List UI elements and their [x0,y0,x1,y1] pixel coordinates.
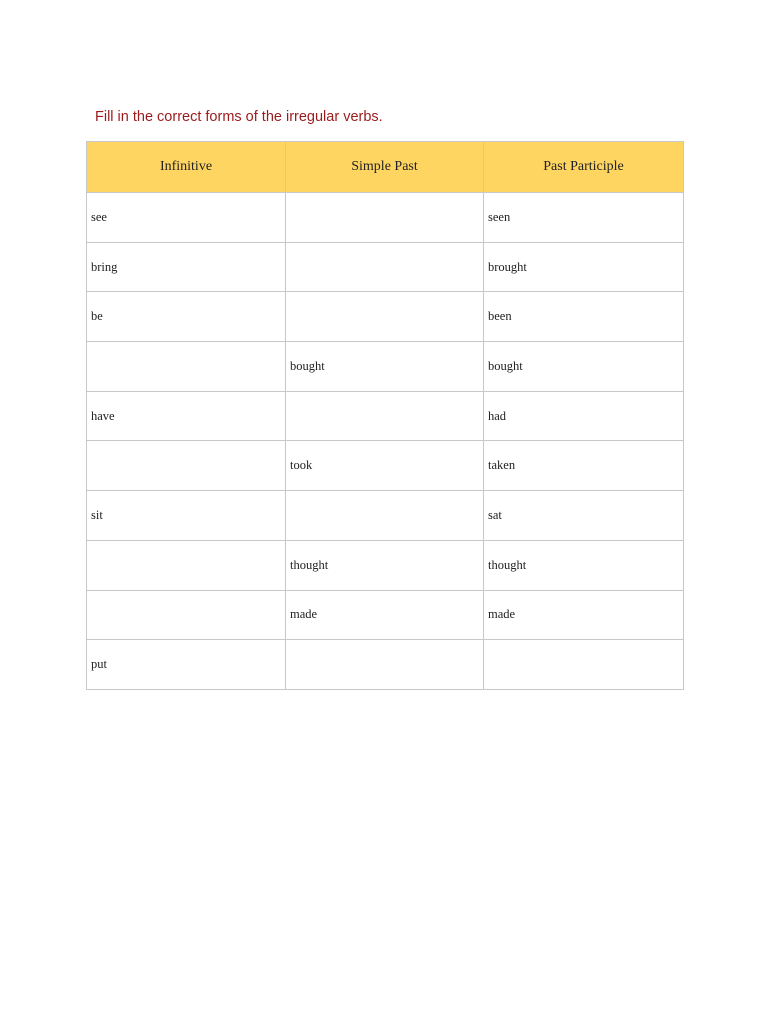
infinitive-cell[interactable]: sit [87,491,286,541]
infinitive-cell[interactable] [87,540,286,590]
table-row [87,441,684,491]
past-participle-cell[interactable]: thought [484,540,684,590]
past-participle-cell[interactable]: made [484,590,684,640]
infinitive-cell[interactable] [87,441,286,491]
table-row [87,391,684,441]
past-participle-cell[interactable]: brought [484,242,684,292]
simple-past-cell[interactable] [286,491,484,541]
table-row [87,491,684,541]
table-row [87,292,684,342]
past-participle-cell[interactable]: seen [484,193,684,243]
header-past-participle: Past Participle [484,142,684,193]
instruction-text: Fill in the correct forms of the irregular verbs. [95,109,383,125]
past-participle-cell[interactable]: taken [484,441,684,491]
infinitive-cell[interactable]: be [87,292,286,342]
infinitive-cell[interactable]: see [87,193,286,243]
table-row [87,540,684,590]
table-header-row [87,142,684,193]
past-participle-cell[interactable]: bought [484,342,684,392]
infinitive-cell[interactable]: put [87,640,286,690]
table-row [87,242,684,292]
simple-past-cell[interactable]: made [286,590,484,640]
simple-past-cell[interactable]: thought [286,540,484,590]
simple-past-cell[interactable]: took [286,441,484,491]
irregular-verbs-table [86,141,684,690]
infinitive-cell[interactable] [87,590,286,640]
table-row [87,342,684,392]
simple-past-cell[interactable] [286,391,484,441]
past-participle-cell[interactable]: been [484,292,684,342]
infinitive-cell[interactable] [87,342,286,392]
simple-past-cell[interactable] [286,640,484,690]
table-row [87,193,684,243]
header-infinitive: Infinitive [87,142,286,193]
simple-past-cell[interactable] [286,242,484,292]
past-participle-cell[interactable]: had [484,391,684,441]
past-participle-cell[interactable]: sat [484,491,684,541]
past-participle-cell[interactable] [484,640,684,690]
simple-past-cell[interactable]: bought [286,342,484,392]
header-simple-past: Simple Past [286,142,484,193]
infinitive-cell[interactable]: have [87,391,286,441]
table-row [87,590,684,640]
simple-past-cell[interactable] [286,292,484,342]
infinitive-cell[interactable]: bring [87,242,286,292]
simple-past-cell[interactable] [286,193,484,243]
table-row [87,640,684,690]
